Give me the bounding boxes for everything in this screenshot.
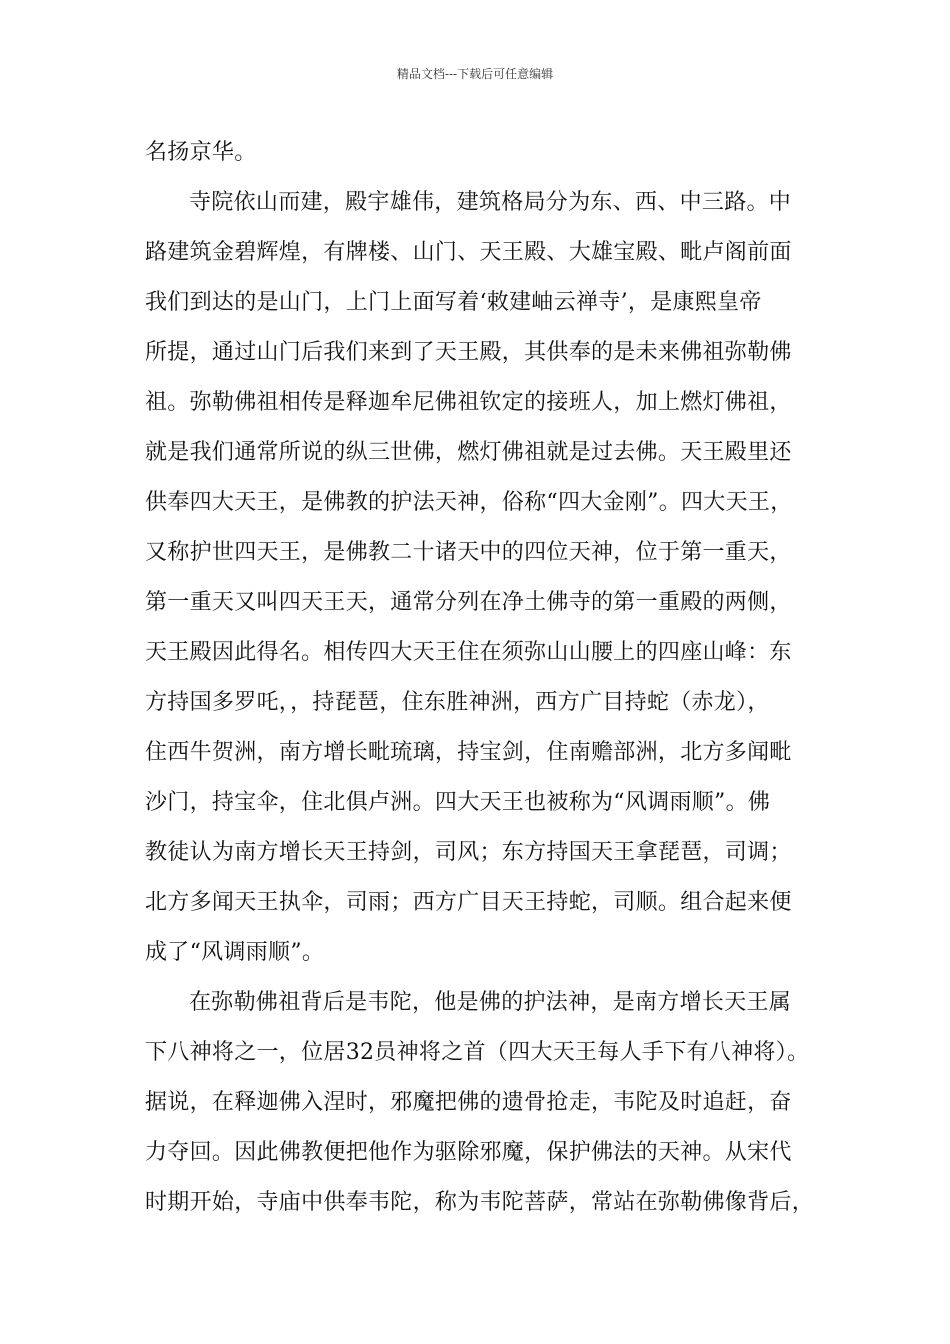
text-line: 成了“风调雨顺”。 [145, 940, 325, 965]
paragraph-0 [145, 128, 817, 178]
text-line: 路建筑金碧辉煌，有牌楼、山门、天王殿、大雄宝殿、毗卢阁前面 [145, 240, 792, 265]
text-line: 沙门，持宝伞，住北俱卢洲。四大天王也被称为“风调雨顺”。佛 [145, 790, 771, 815]
text-line: 供奉四大天王，是佛教的护法天神，俗称“四大金刚”。四大天王， [145, 490, 793, 515]
text-line: 就是我们通常所说的纵三世佛，燃灯佛祖就是过去佛。天王殿里还 [145, 440, 792, 465]
text-line: 天王殿因此得名。相传四大天王住在须弥山山腰上的四座山峰：东 [145, 640, 792, 665]
text-line: 在弥勒佛祖背后是韦陀，他是佛的护法神，是南方增长天王属 [189, 990, 792, 1015]
text-line: 名扬京华。 [145, 140, 257, 165]
text-line: 下八神将之一，位居32员神将之首（四大天王每人手下有八神将）。 [145, 1040, 810, 1065]
document-body [145, 128, 817, 1228]
text-line: 我们到达的是山门，上门上面写着‘敕建岫云禅寺’，是康熙皇帝 [145, 290, 762, 315]
text-line: 住西牛贺洲，南方增长毗琉璃，持宝剑，住南赡部洲，北方多闻毗 [145, 740, 792, 765]
paragraph-2 [145, 978, 817, 1228]
text-line: 北方多闻天王执伞，司雨；西方广目天王持蛇，司顺。组合起来便 [145, 890, 792, 915]
page-header: 精品文档---下载后可任意编辑 [396, 67, 554, 81]
text-line: 据说，在释迦佛入涅时，邪魔把佛的遗骨抢走，韦陀及时追赶，奋 [145, 1090, 792, 1115]
text-line: 寺院依山而建，殿宇雄伟，建筑格局分为东、西、中三路。中 [189, 190, 792, 215]
paragraph-1 [145, 178, 817, 978]
text-line: 所提，通过山门后我们来到了天王殿，其供奉的是未来佛祖弥勒佛 [145, 340, 792, 365]
text-line: 力夺回。因此佛教便把他作为驱除邪魔，保护佛法的天神。从宋代 [145, 1140, 792, 1165]
text-line: 教徒认为南方增长天王持剑，司风；东方持国天王拿琵琶，司调； [145, 840, 792, 865]
text-line: 方持国多罗吒，，持琵琶，住东胜神洲，西方广目持蛇（赤龙）， [145, 690, 770, 715]
text-line: 祖。弥勒佛祖相传是释迦牟尼佛祖钦定的接班人，加上燃灯佛祖， [145, 390, 792, 415]
text-line: 第一重天又叫四天王天，通常分列在净土佛寺的第一重殿的两侧， [145, 590, 792, 615]
text-line: 又称护世四天王，是佛教二十诸天中的四位天神，位于第一重天， [145, 540, 792, 565]
text-line: 时期开始，寺庙中供奉韦陀，称为韦陀菩萨，常站在弥勒佛像背后， [145, 1190, 815, 1215]
